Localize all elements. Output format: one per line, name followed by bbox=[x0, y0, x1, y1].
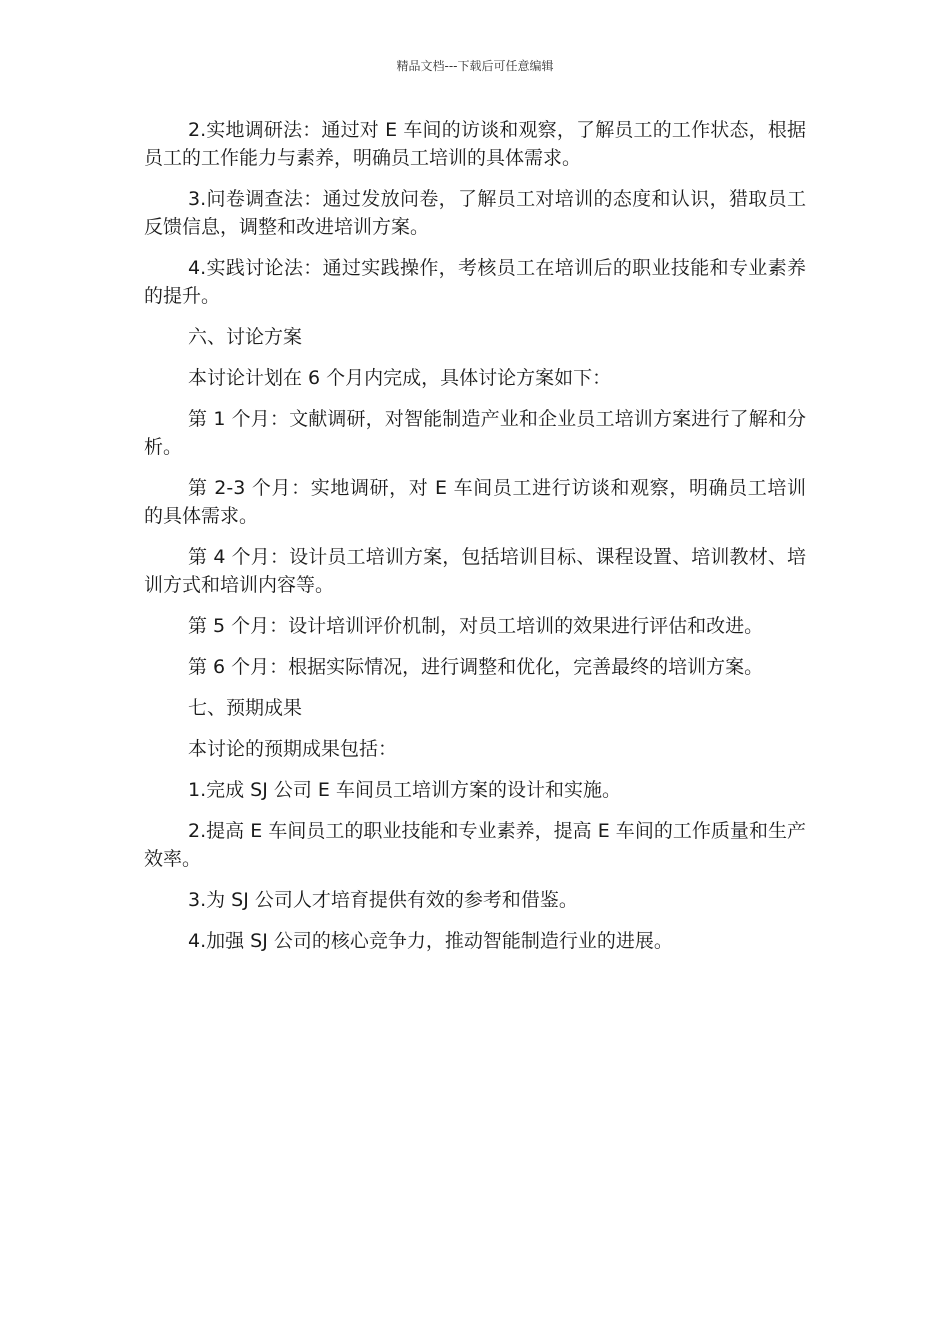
document-body bbox=[144, 116, 806, 968]
section-heading-outcomes: 七、预期成果 bbox=[188, 697, 303, 719]
outcome-item-1: 1.完成 SJ 公司 E 车间员工培训方案的设计和实施。 bbox=[188, 779, 621, 801]
method-questionnaire: 3.问卷调查法：通过发放问卷，了解员工对培训的态度和认识，猎取员工反馈信息，调整和改进培训方案。 bbox=[144, 188, 806, 238]
method-field-research: 2.实地调研法：通过对 E 车间的访谈和观察，了解员工的工作状态，根据员工的工作能力与素养，明确员工培训的具体需求。 bbox=[144, 119, 806, 169]
section-heading-plan: 六、讨论方案 bbox=[188, 326, 303, 348]
method-practice-discussion: 4.实践讨论法：通过实践操作，考核员工在培训后的职业技能和专业素养的提升。 bbox=[144, 257, 806, 307]
plan-month-5: 第 5 个月：设计培训评价机制，对员工培训的效果进行评估和改进。 bbox=[188, 615, 764, 637]
plan-month-4: 第 4 个月：设计员工培训方案，包括培训目标、课程设置、培训教材、培训方式和培训内容等。 bbox=[144, 546, 806, 596]
outcome-item-3: 3.为 SJ 公司人才培育提供有效的参考和借鉴。 bbox=[188, 889, 578, 911]
plan-month-6: 第 6 个月：根据实际情况，进行调整和优化，完善最终的培训方案。 bbox=[188, 656, 764, 678]
outcome-item-4: 4.加强 SJ 公司的核心竞争力，推动智能制造行业的进展。 bbox=[188, 930, 673, 952]
outcomes-intro: 本讨论的预期成果包括： bbox=[188, 738, 398, 760]
page-header: 精品文档---下载后可任意编辑 bbox=[396, 59, 554, 73]
plan-month-2-3: 第 2-3 个月：实地调研，对 E 车间员工进行访谈和观察，明确员工培训的具体需求。 bbox=[144, 477, 806, 527]
outcome-item-2: 2.提高 E 车间员工的职业技能和专业素养，提高 E 车间的工作质量和生产效率。 bbox=[144, 820, 806, 870]
plan-intro: 本讨论计划在 6 个月内完成，具体讨论方案如下： bbox=[188, 367, 612, 389]
plan-month-1: 第 1 个月：文献调研，对智能制造产业和企业员工培训方案进行了解和分析。 bbox=[144, 408, 806, 458]
